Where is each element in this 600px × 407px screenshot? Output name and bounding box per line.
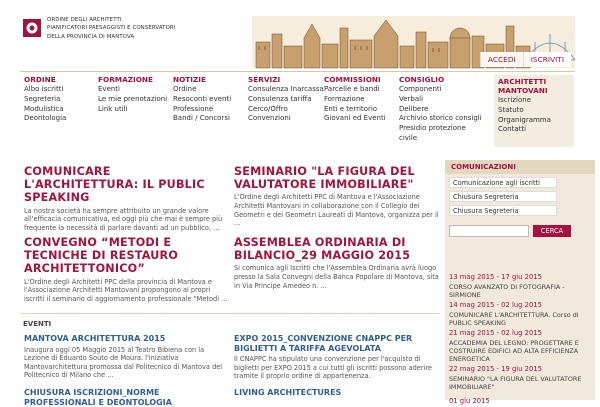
menu-column-ordine [24,75,96,124]
events-heading: EVENTI [23,320,52,328]
menu-column-architetti-mantovani [494,75,574,147]
menu-item[interactable]: Professione [173,104,214,113]
menu-item[interactable]: Verbali [399,94,424,103]
article-title[interactable]: COMUNICARE L'ARCHITETTURA: IL PUBLIC SPEAKING [24,165,205,205]
event-item [234,334,434,381]
event-link[interactable]: SEMINARIO "LA FIGURA DEL VALUTATORE IMMOBILIARE" [449,375,582,391]
sidebar-title: COMUNICAZIONI [445,160,595,174]
site-logo[interactable] [20,16,252,44]
menu-item[interactable]: Albo iscritti [24,85,64,93]
menu-item[interactable]: Organigramma [498,115,551,124]
event-title[interactable]: EXPO 2015_CONVENZIONE CNAPPC PER BIGLIETTI A TARIFFA AGEVOLATA [234,334,413,353]
menu-item[interactable]: Modulistica [24,104,64,113]
sidebar-link[interactable]: Comunicazione agli iscritti [449,177,557,188]
menu-item[interactable]: civile [399,133,418,142]
event-date: 13 mag 2015 - 17 giu 2015 [449,273,542,281]
article-title[interactable]: ASSEMBLEA ORDINARIA DI BILANCIO_29 MAGGIO 2015 [234,236,411,263]
logo-line: ORDINE DEGLI ARCHITETTI [47,17,122,23]
article-card [24,236,229,303]
search-input[interactable] [449,225,529,237]
article-card [234,236,439,290]
event-excerpt: Inaugura oggi 05 Maggio 2015 al Teatro Bibiena con la Lezione di Eduardo Souto de Moura. l'iniziativa Mantovarchitettura promossa dal Politecnico di Mantova del Politecnico di Milano che ... [24,345,223,380]
main-menu [20,75,575,147]
logo-line: DELLA PROVINCIA DI MANTOVA [47,33,135,40]
menu-item[interactable]: Eventi [98,85,120,93]
event-title[interactable]: LIVING ARCHITECTURES [234,388,342,397]
menu-item[interactable]: Parcelle e bandi [324,85,380,93]
menu-heading[interactable]: NOTIZIE [173,75,206,84]
menu-column-servizi [248,75,328,124]
menu-item[interactable]: Componenti [399,85,442,93]
menu-item[interactable]: Deontologia [24,114,67,123]
sidebar-event [449,388,589,407]
menu-heading[interactable]: CONSIGLIO [399,75,445,84]
menu-heading[interactable]: ARCHITETTI MANTOVANI [498,77,548,95]
logo-mark-icon [23,19,41,37]
menu-item[interactable]: Segreteria [24,94,61,103]
menu-item[interactable]: Consulenza tariffa [248,94,312,103]
header-divider [20,71,575,72]
menu-heading[interactable]: FORMAZIONE [98,75,154,84]
event-date: 22 mag 2015 - 19 giu 2015 [449,365,542,373]
sidebar-link[interactable]: Chiusura Segreteria [449,191,557,202]
event-excerpt: Il CNAPPC ha stipulato una convenzione per l'acquisto di biglietti per EXPO 2015 a cui tutti gli iscritti possono aderire tramite il proprio ordine di appartenenza. [234,355,432,381]
menu-item[interactable]: Iscrizione [498,96,532,104]
event-date: 21 mag 2015 - 02 lug 2015 [449,329,542,337]
event-title[interactable]: MANTOVA ARCHITETTURA 2015 [24,334,166,343]
menu-item[interactable]: Archivio storico consigli [399,114,482,123]
logo-line: PIANIFICATORI PAESAGGISTI E CONSERVATORI [47,25,176,32]
menu-item[interactable]: Le mie prenotazioni [98,94,168,103]
event-link[interactable]: COMUNICARE L'ARCHITETTURA. Corso di PUBLIC SPEAKING [449,311,579,327]
sidebar-event [449,356,589,391]
menu-item[interactable]: Formazione [324,94,365,103]
menu-heading[interactable]: COMMISSIONI [324,75,381,84]
menu-column-notizie [173,75,245,124]
menu-column-consiglio [399,75,491,144]
menu-item[interactable]: Contatti [498,125,527,134]
menu-item[interactable]: Bandi / Concorsi [173,114,230,123]
menu-heading[interactable]: ORDINE [24,75,56,84]
menu-item[interactable]: Consulenza Inarcassa [248,85,324,93]
event-date: 01 giu 2015 [449,397,490,405]
event-item [24,388,224,407]
menu-column-formazione [98,75,170,114]
site-header [20,16,575,68]
menu-column-commissioni [324,75,404,124]
event-link[interactable]: ACCADEMIA DEL LEGNO: PROGETTARE E COSTRUIRE EDIFICI AD ALTA EFFICIENZA ENERGETICA [449,339,579,363]
article-card [234,165,439,228]
login-link[interactable]: ACCEDI [480,52,523,67]
events-divider [20,313,440,314]
menu-item[interactable]: Statuto [498,105,524,114]
article-excerpt: L'Ordine degli Architetti PPC della provincia di Mantova e l'Associazione Architetti Mantovani propongono ai propri iscritti il seminario di aggiornamento professionale "Metodi ... [24,277,228,303]
top-nav [480,52,571,67]
menu-item[interactable]: Ordine [173,85,197,93]
article-excerpt: Si comunica agli Iscritti che l'Assemblea Ordinaria avrà luogo presso la Sala Convegni della Banca Popolare di Mantova, sita in Via Principe Amedeo n. ... [234,264,439,290]
article-title[interactable]: CONVEGNO “METODI E TECNICHE DI RESTAURO ARCHITETTONICO” [24,236,179,276]
sidebar-link[interactable]: Chiusura Segreteria [449,205,557,216]
event-item [234,388,434,398]
menu-item[interactable]: Resoconti eventi [173,94,232,103]
menu-item[interactable]: Delibere [399,104,429,113]
register-link[interactable]: ISCRIVITI [523,52,571,67]
menu-item[interactable]: Enti e territorio [324,104,378,113]
event-item [24,334,224,380]
article-excerpt: La nostra società ha sempre attribuito un grande valore all'efficacia comunicativa, ed oggi più che mai è sempre più frequente la necessità di parlare davanti ad un pubblico, ... [24,206,223,232]
event-link[interactable]: CORSO AVANZATO DI FOTOGRAFIA - SIRMIONE [449,283,565,299]
menu-item[interactable]: Cerco/Offro [248,104,288,113]
event-date: 14 mag 2015 - 02 lug 2015 [449,301,542,309]
menu-item[interactable]: Convenzioni [248,114,291,123]
search-button[interactable]: CERCA [533,225,571,237]
logo-text [47,16,175,41]
article-title[interactable]: SEMINARIO "LA FIGURA DEL VALUTATORE IMMOBILIARE" [234,165,415,192]
menu-item[interactable]: Giovani ed Eventi [324,114,386,123]
event-title[interactable]: CHIUSURA ISCRIZIONI_NORME PROFESSIONALI E DEONTOLOGIA [24,388,172,407]
menu-heading[interactable]: SERVIZI [248,75,281,84]
article-excerpt: L'Ordine degli Architetti PPC di Mantova e l'Associazione Architetti Mantovani in collaborazione con il Collegio dei Geometri e dei Geometri Laureati di Mantova, organizza per il ... [234,193,439,228]
menu-item[interactable]: Presidio protezione [399,124,466,133]
article-card [24,165,229,232]
menu-item[interactable]: Link utili [98,104,128,113]
